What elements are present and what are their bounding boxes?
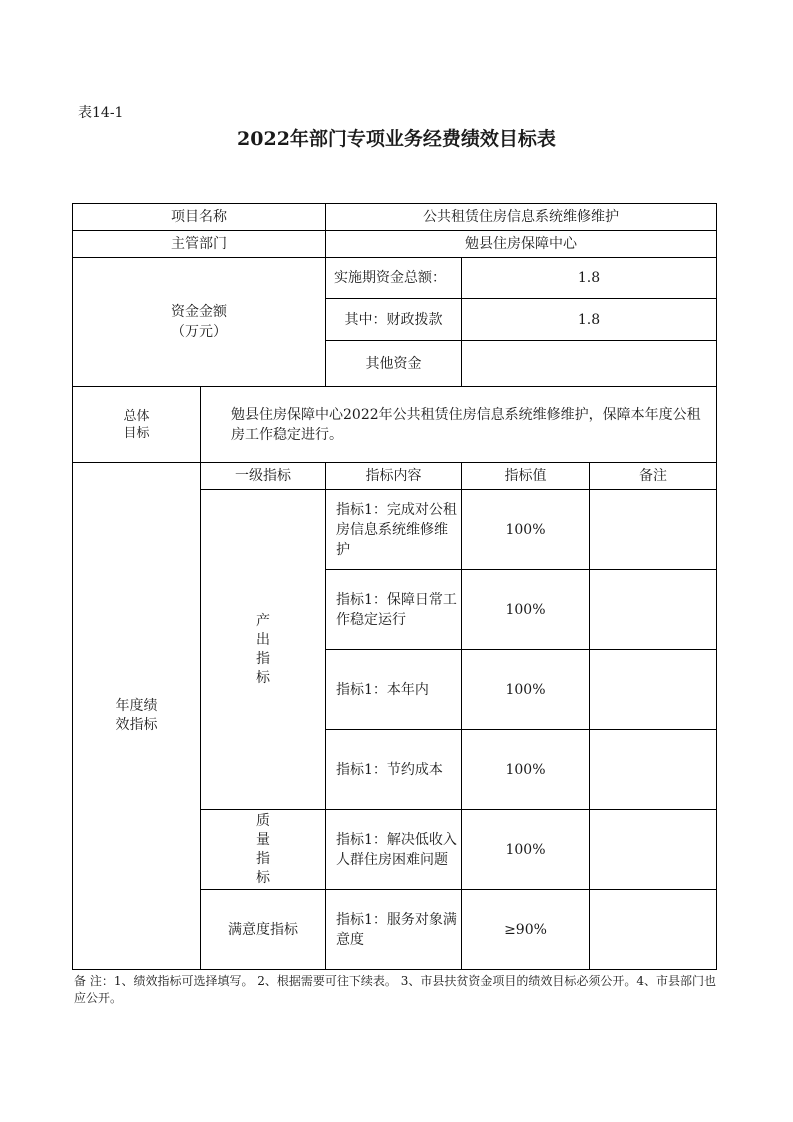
indicator-value: 100% xyxy=(462,810,590,890)
indicator-value: 100% xyxy=(462,730,590,810)
indicator-content: 指标1：本年内 xyxy=(326,650,462,730)
indicator-value: ≥90% xyxy=(462,890,590,970)
form-number: 表14-1 xyxy=(78,105,124,121)
page-title: 2022年部门专项业务经费绩效目标表 xyxy=(237,128,556,150)
indicator-value: 100% xyxy=(462,490,590,570)
indicator-remark xyxy=(590,570,717,650)
indicator-remark xyxy=(590,490,717,570)
header-remark: 备注 xyxy=(590,463,717,490)
group-output-label: 产出指标 xyxy=(256,612,270,686)
footnote: 备 注：1、绩效指标可选择填写。 2、根据需要可往下续表。 3、市县扶贫资金项目的绩效目标必须公开。4、市县部门也应公开。 xyxy=(74,974,716,1005)
indicator-remark xyxy=(590,650,717,730)
fund-other-value xyxy=(462,341,717,387)
header-level1: 一级指标 xyxy=(201,463,326,490)
project-name-value: 公共租赁住房信息系统维修维护 xyxy=(326,204,717,231)
fund-total-label: 实施期资金总额： xyxy=(326,258,462,299)
performance-table xyxy=(72,203,717,970)
dept-label: 主管部门 xyxy=(73,231,326,258)
header-value: 指标值 xyxy=(462,463,590,490)
indicator-value: 100% xyxy=(462,570,590,650)
goal-label-text: 总体目标 xyxy=(123,408,150,441)
fund-other-label: 其他资金 xyxy=(326,341,462,387)
goal-text: 勉县住房保障中心2022年公共租赁住房信息系统维修维护，保障本年度公租房工作稳定进行。 xyxy=(201,387,717,463)
group-quality xyxy=(201,810,326,890)
fund-fiscal-value: 1.8 xyxy=(462,299,717,341)
fund-label xyxy=(73,258,326,387)
project-name-label: 项目名称 xyxy=(73,204,326,231)
fund-label-line1: 资金金额 xyxy=(171,304,227,320)
indicator-remark xyxy=(590,730,717,810)
indicator-content: 指标1：节约成本 xyxy=(326,730,462,810)
annual-label-text: 年度绩效指标 xyxy=(115,698,158,733)
indicator-remark xyxy=(590,890,717,970)
group-quality-label: 质量指标 xyxy=(256,812,270,886)
annual-label xyxy=(73,463,201,970)
indicator-content: 指标1：服务对象满意度 xyxy=(326,890,462,970)
dept-value: 勉县住房保障中心 xyxy=(326,231,717,258)
goal-label xyxy=(73,387,201,463)
indicator-content: 指标1：完成对公租房信息系统维修维护 xyxy=(326,490,462,570)
group-satisfaction: 满意度指标 xyxy=(201,890,326,970)
fund-fiscal-label: 其中：财政拨款 xyxy=(326,299,462,341)
indicator-remark xyxy=(590,810,717,890)
group-output xyxy=(201,490,326,810)
indicator-content: 指标1：解决低收入人群住房困难问题 xyxy=(326,810,462,890)
fund-total-value: 1.8 xyxy=(462,258,717,299)
indicator-value: 100% xyxy=(462,650,590,730)
header-content: 指标内容 xyxy=(326,463,462,490)
indicator-content: 指标1：保障日常工作稳定运行 xyxy=(326,570,462,650)
fund-label-line2: （万元） xyxy=(171,324,227,340)
